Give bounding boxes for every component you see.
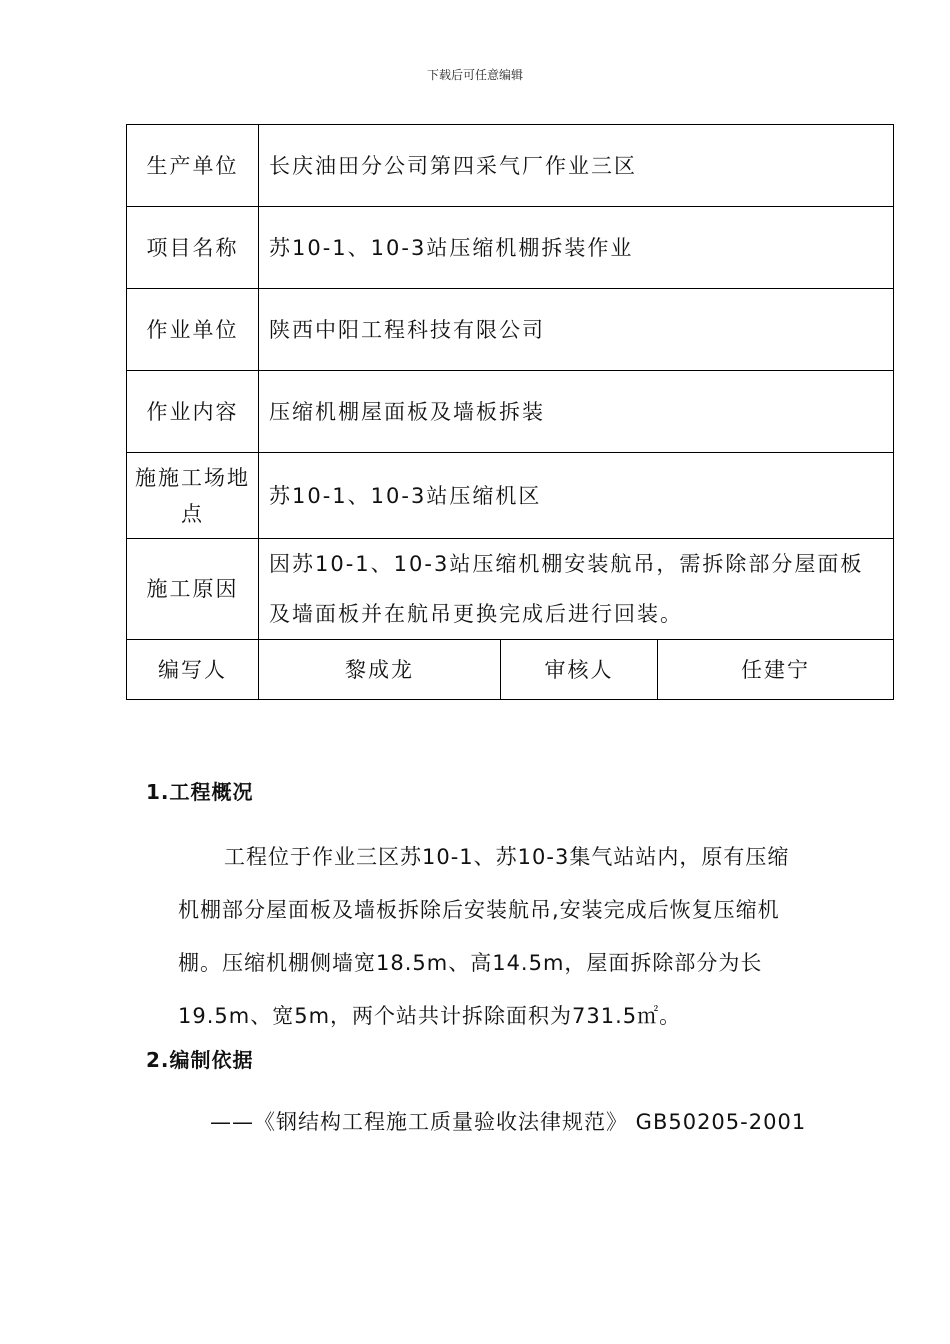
table-row	[127, 289, 894, 371]
production-unit-label: 生产单位	[127, 125, 259, 207]
table-row	[127, 640, 894, 700]
section-2-heading: 2.编制依据	[146, 1048, 254, 1072]
reference-standard: ——《钢结构工程施工质量验收法律规范》 GB50205-2001	[210, 1110, 807, 1134]
site-label: 施施工场地点	[127, 453, 259, 539]
table-row	[127, 207, 894, 289]
header-note: 下载后可任意编辑	[426, 68, 523, 82]
section-1-heading: 1.工程概况	[146, 780, 254, 804]
reviewer-value: 任建宁	[658, 640, 894, 700]
table-row	[127, 453, 894, 539]
table-row	[127, 125, 894, 207]
writer-label: 编写人	[127, 640, 259, 700]
reason-label: 施工原因	[127, 539, 259, 640]
table-row	[127, 539, 894, 640]
table-row	[127, 371, 894, 453]
reason-value: 因苏10-1、10-3站压缩机棚安装航吊，需拆除部分屋面板及墙面板并在航吊更换完成后进行回装。	[259, 539, 894, 640]
project-name-value: 苏10-1、10-3站压缩机棚拆装作业	[259, 207, 894, 289]
production-unit-value: 长庆油田分公司第四采气厂作业三区	[259, 125, 894, 207]
work-unit-value: 陕西中阳工程科技有限公司	[259, 289, 894, 371]
site-value: 苏10-1、10-3站压缩机区	[259, 453, 894, 539]
section-1-paragraph	[178, 831, 808, 1043]
section-1-paragraph-text: 工程位于作业三区苏10-1、苏10-3集气站站内，原有压缩机棚部分屋面板及墙板拆除后安装航吊,安装完成后恢复压缩机棚。压缩机棚侧墙宽18.5m、高14.5m，屋面拆除部分为长19.5m、宽5m，两个站共计拆除面积为731.5㎡。	[178, 845, 790, 1028]
work-content-value: 压缩机棚屋面板及墙板拆装	[259, 371, 894, 453]
project-name-label: 项目名称	[127, 207, 259, 289]
reviewer-label: 审核人	[501, 640, 658, 700]
work-content-label: 作业内容	[127, 371, 259, 453]
work-unit-label: 作业单位	[127, 289, 259, 371]
writer-value: 黎成龙	[259, 640, 501, 700]
project-info-table	[126, 124, 894, 700]
